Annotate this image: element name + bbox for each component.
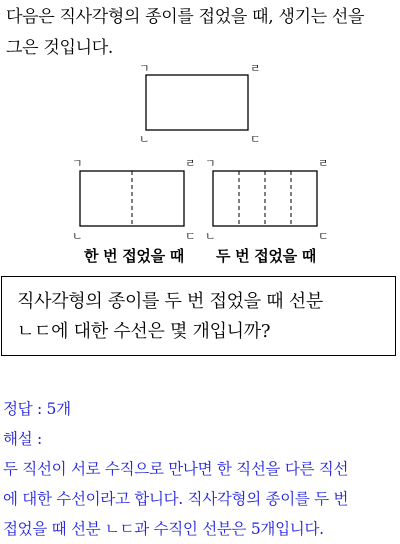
question-line: ㄴㄷ에 대한 수선은 몇 개입니까? (17, 321, 271, 342)
corner-label-giyeok: ㄱ (205, 157, 216, 170)
answer-section (3, 394, 399, 544)
corner-label-rieul: ㄹ (318, 157, 329, 170)
unfolded-rectangle (139, 62, 261, 146)
answer-line: 정답 : 5개 (3, 400, 71, 418)
corner-label-giyeok: ㄱ (72, 157, 83, 170)
intro-line: 다음은 직사각형의 종이를 접었을 때, 생기는 선을 (6, 7, 365, 27)
intro-line: 그은 것입니다. (6, 38, 113, 58)
corner-label-rieul: ㄹ (185, 157, 196, 170)
corner-label-nieun: ㄴ (139, 133, 150, 146)
corner-label-digeut: ㄷ (185, 230, 196, 243)
explanation-line: 에 대한 수선이라고 합니다. 직사각형의 종이를 두 번 (3, 490, 349, 508)
caption-folded-once: 한 번 접었을 때 (84, 247, 184, 265)
corner-label-digeut: ㄷ (250, 133, 261, 146)
corner-label-nieun: ㄴ (205, 230, 216, 243)
question-box (1, 276, 396, 356)
corner-label-rieul: ㄹ (250, 62, 261, 75)
explanation-line: 접었을 때 선분 ㄴㄷ과 수직인 선분은 5개입니다. (3, 520, 324, 538)
corner-label-giyeok: ㄱ (139, 62, 150, 75)
folded-twice-rectangle (205, 157, 329, 243)
corner-label-nieun: ㄴ (72, 230, 83, 243)
question-line: 직사각형의 종이를 두 번 접었을 때 선분 (17, 291, 323, 312)
caption-folded-twice: 두 번 접었을 때 (216, 247, 316, 265)
corner-label-digeut: ㄷ (318, 230, 329, 243)
folded-once-rectangle (72, 157, 196, 243)
explanation-title: 해설 : (3, 430, 42, 448)
explanation-line: 두 직선이 서로 수직으로 만나면 한 직선을 다른 직선 (3, 460, 349, 478)
rectangle-outline (146, 75, 248, 130)
